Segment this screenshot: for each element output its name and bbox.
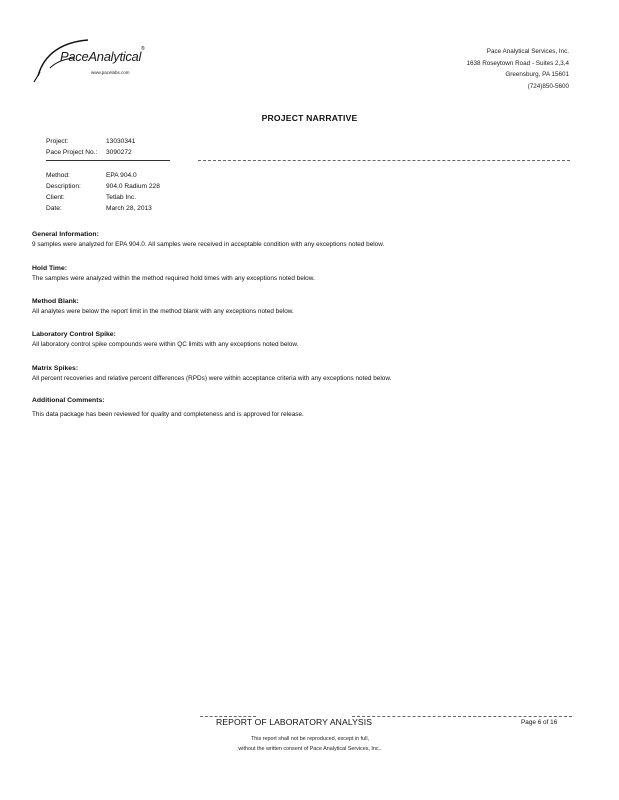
section-general-information (32, 230, 592, 250)
section-heading: Matrix Spikes: (32, 365, 79, 372)
section-hold-time (32, 264, 592, 284)
footer-disclaimer (190, 735, 430, 754)
client-label: Client: (46, 194, 65, 201)
section-heading: Laboratory Control Spike: (32, 331, 116, 338)
section-body: All laboratory control spike compounds were within QC limits with any exceptions noted below. (32, 341, 299, 348)
section-laboratory-control-spike (32, 330, 592, 350)
header-dashed-divider (198, 160, 570, 161)
footer-disclaimer-line: This report shall not be reproduced, except in full, (250, 736, 370, 742)
method-value: EPA 904.0 (106, 172, 137, 179)
section-body: All analytes were below the report limit in the method blank with any exceptions noted below. (32, 308, 294, 315)
company-logo (30, 32, 160, 92)
project-label: Project: (46, 138, 69, 145)
page-number: Page 6 of 16 (521, 719, 558, 726)
date-label: Date: (46, 205, 62, 212)
section-heading: Additional Comments: (32, 397, 105, 404)
footer-disclaimer-line: without the written consent of Pace Analytical Services, Inc.. (238, 745, 382, 752)
section-body: All percent recoveries and relative percent differences (RPDs) were within acceptance criteria with any exceptions noted below. (32, 375, 392, 382)
section-additional-comments (32, 396, 592, 420)
footer-dashed-divider-right (352, 716, 572, 717)
page-title: PROJECT NARRATIVE (261, 113, 358, 123)
section-body: This data package has been reviewed for quality and completeness and is approved for release. (32, 411, 304, 418)
company-address (466, 46, 569, 92)
section-heading: Hold Time: (32, 265, 67, 272)
logo-url: www.pacelabs.com (91, 70, 130, 75)
section-body: 9 samples were analyzed for EPA 904.0. All samples were received in acceptable condition with any exceptions noted below. (32, 241, 385, 248)
company-city: Greensburg, PA 15601 (505, 71, 569, 78)
client-value: Tetlab Inc. (106, 194, 137, 201)
logo-wordmark: PaceAnalytical (60, 49, 142, 64)
date-value: March 28, 2013 (106, 205, 152, 212)
company-street: 1638 Roseytown Road - Suites 2,3,4 (466, 59, 569, 67)
section-heading: Method Blank: (32, 298, 79, 305)
footer-report-title: REPORT OF LABORATORY ANALYSIS (216, 717, 373, 727)
project-divider (46, 160, 170, 161)
pace-project-label: Pace Project No.: (46, 149, 98, 156)
section-matrix-spikes (32, 364, 592, 384)
project-block (46, 136, 135, 158)
company-phone: (724)850-5600 (527, 82, 569, 90)
logo-registered-mark: ® (141, 46, 145, 52)
section-heading: General Information: (32, 231, 99, 238)
section-body: The samples were analyzed within the method required hold times with any exceptions noted below. (32, 275, 315, 282)
description-value: 904.0 Radium 228 (106, 183, 160, 190)
section-method-blank (32, 297, 592, 317)
pace-project-value: 3090272 (106, 149, 132, 156)
company-name: Pace Analytical Services, Inc. (486, 48, 569, 55)
description-label: Description: (46, 183, 81, 190)
method-block (46, 170, 160, 214)
method-label: Method: (46, 172, 70, 179)
project-value: 13030341 (106, 138, 136, 145)
